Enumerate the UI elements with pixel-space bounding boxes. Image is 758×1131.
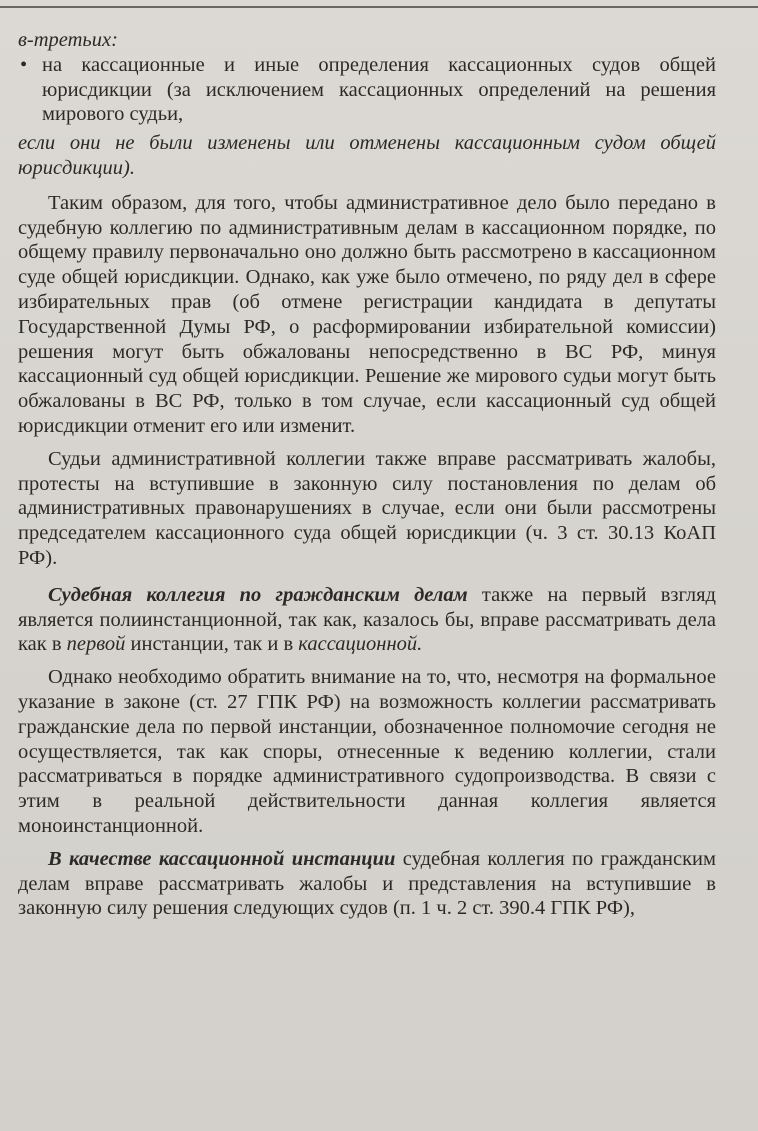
paragraph-mono-instance: Однако необходимо обратить внимание на то, что, несмотря на формальное указание в законе (ст. 27 ГПК РФ) на возможность коллегии рассматривать гражданские дела по первой инстанции, обозначенное полномочие сегодня не осуществляется, так как споры, отнесенные к ведению коллегии, стали рассматриваться в порядке административного судопроизводства. В связи с этим в реальной действительности данная коллегия является моноинстанционной.: [18, 666, 716, 837]
paragraph-lead: в-третьих:: [18, 29, 118, 51]
bullet-item: [18, 53, 716, 127]
page-text: [18, 28, 716, 921]
civil-collegium-text-2: инстанции, так и в: [125, 633, 299, 656]
paragraph-admin-collegium: Судьи административной коллегии также вправе рассматривать жалобы, протесты на вступившие в законную силу постановления по делам об административных правонарушениях в случае, если они были рассмотрены председателем кассационного суда общей юрисдикции (ч. 3 ст. 30.13 КоАП РФ).: [18, 447, 716, 569]
bullet-marker: •: [20, 53, 28, 76]
cassation-heading: В качестве кассационной инстанции: [48, 847, 396, 870]
paragraph-summary: Таким образом, для того, чтобы административное дело было передано в судебную коллегию по административным делам в кассационном порядке, по общему правилу первоначально оно должно быть рассмотрено в кассационном суде общей юрисдикции. Однако, как уже было отмечено, по ряду дел в сфере избирательных прав (об отмене регистрации кандидата в депутаты Государственной Думы РФ, о расформировании избирательной комиссии) решения могут быть обжалованы непосредственно в ВС РФ, минуя кассационный суд общей юрисдикции. Решение же мирового судьи могут быть обжалованы в ВС РФ, только в том случае, если кассационный суд общей юрисдикции отменит его или изменит.: [18, 191, 716, 437]
cassation-text: судебная коллегия по гражданским делам вправе рассматривать жалобы и представления на вступившие в законную силу решения следующих судов (п. 1 ч. 2 ст. 390.4 ГПК РФ),: [18, 847, 716, 920]
paragraph-civil-collegium: [18, 583, 716, 657]
paragraph-cassation: [18, 847, 716, 921]
paragraph-italic-note: если они не были изменены или отменены кассационным судом общей юрисдикции).: [18, 132, 716, 179]
top-rule: [0, 6, 758, 8]
civil-collegium-text-1: также на первый взгляд является полиинстанционной, так как, казалось бы, вправе рассматривать дела как в: [18, 583, 716, 656]
civil-collegium-heading: Судебная коллегия по гражданским делам: [48, 583, 468, 606]
civil-collegium-emphasis-first: первой: [66, 633, 126, 656]
bullet-text: на кассационные и иные определения кассационных судов общей юрисдикции (за исключением кассационных определений на решения мирового судьи,: [42, 53, 716, 126]
civil-collegium-emphasis-cassation: кассационной.: [298, 633, 423, 656]
